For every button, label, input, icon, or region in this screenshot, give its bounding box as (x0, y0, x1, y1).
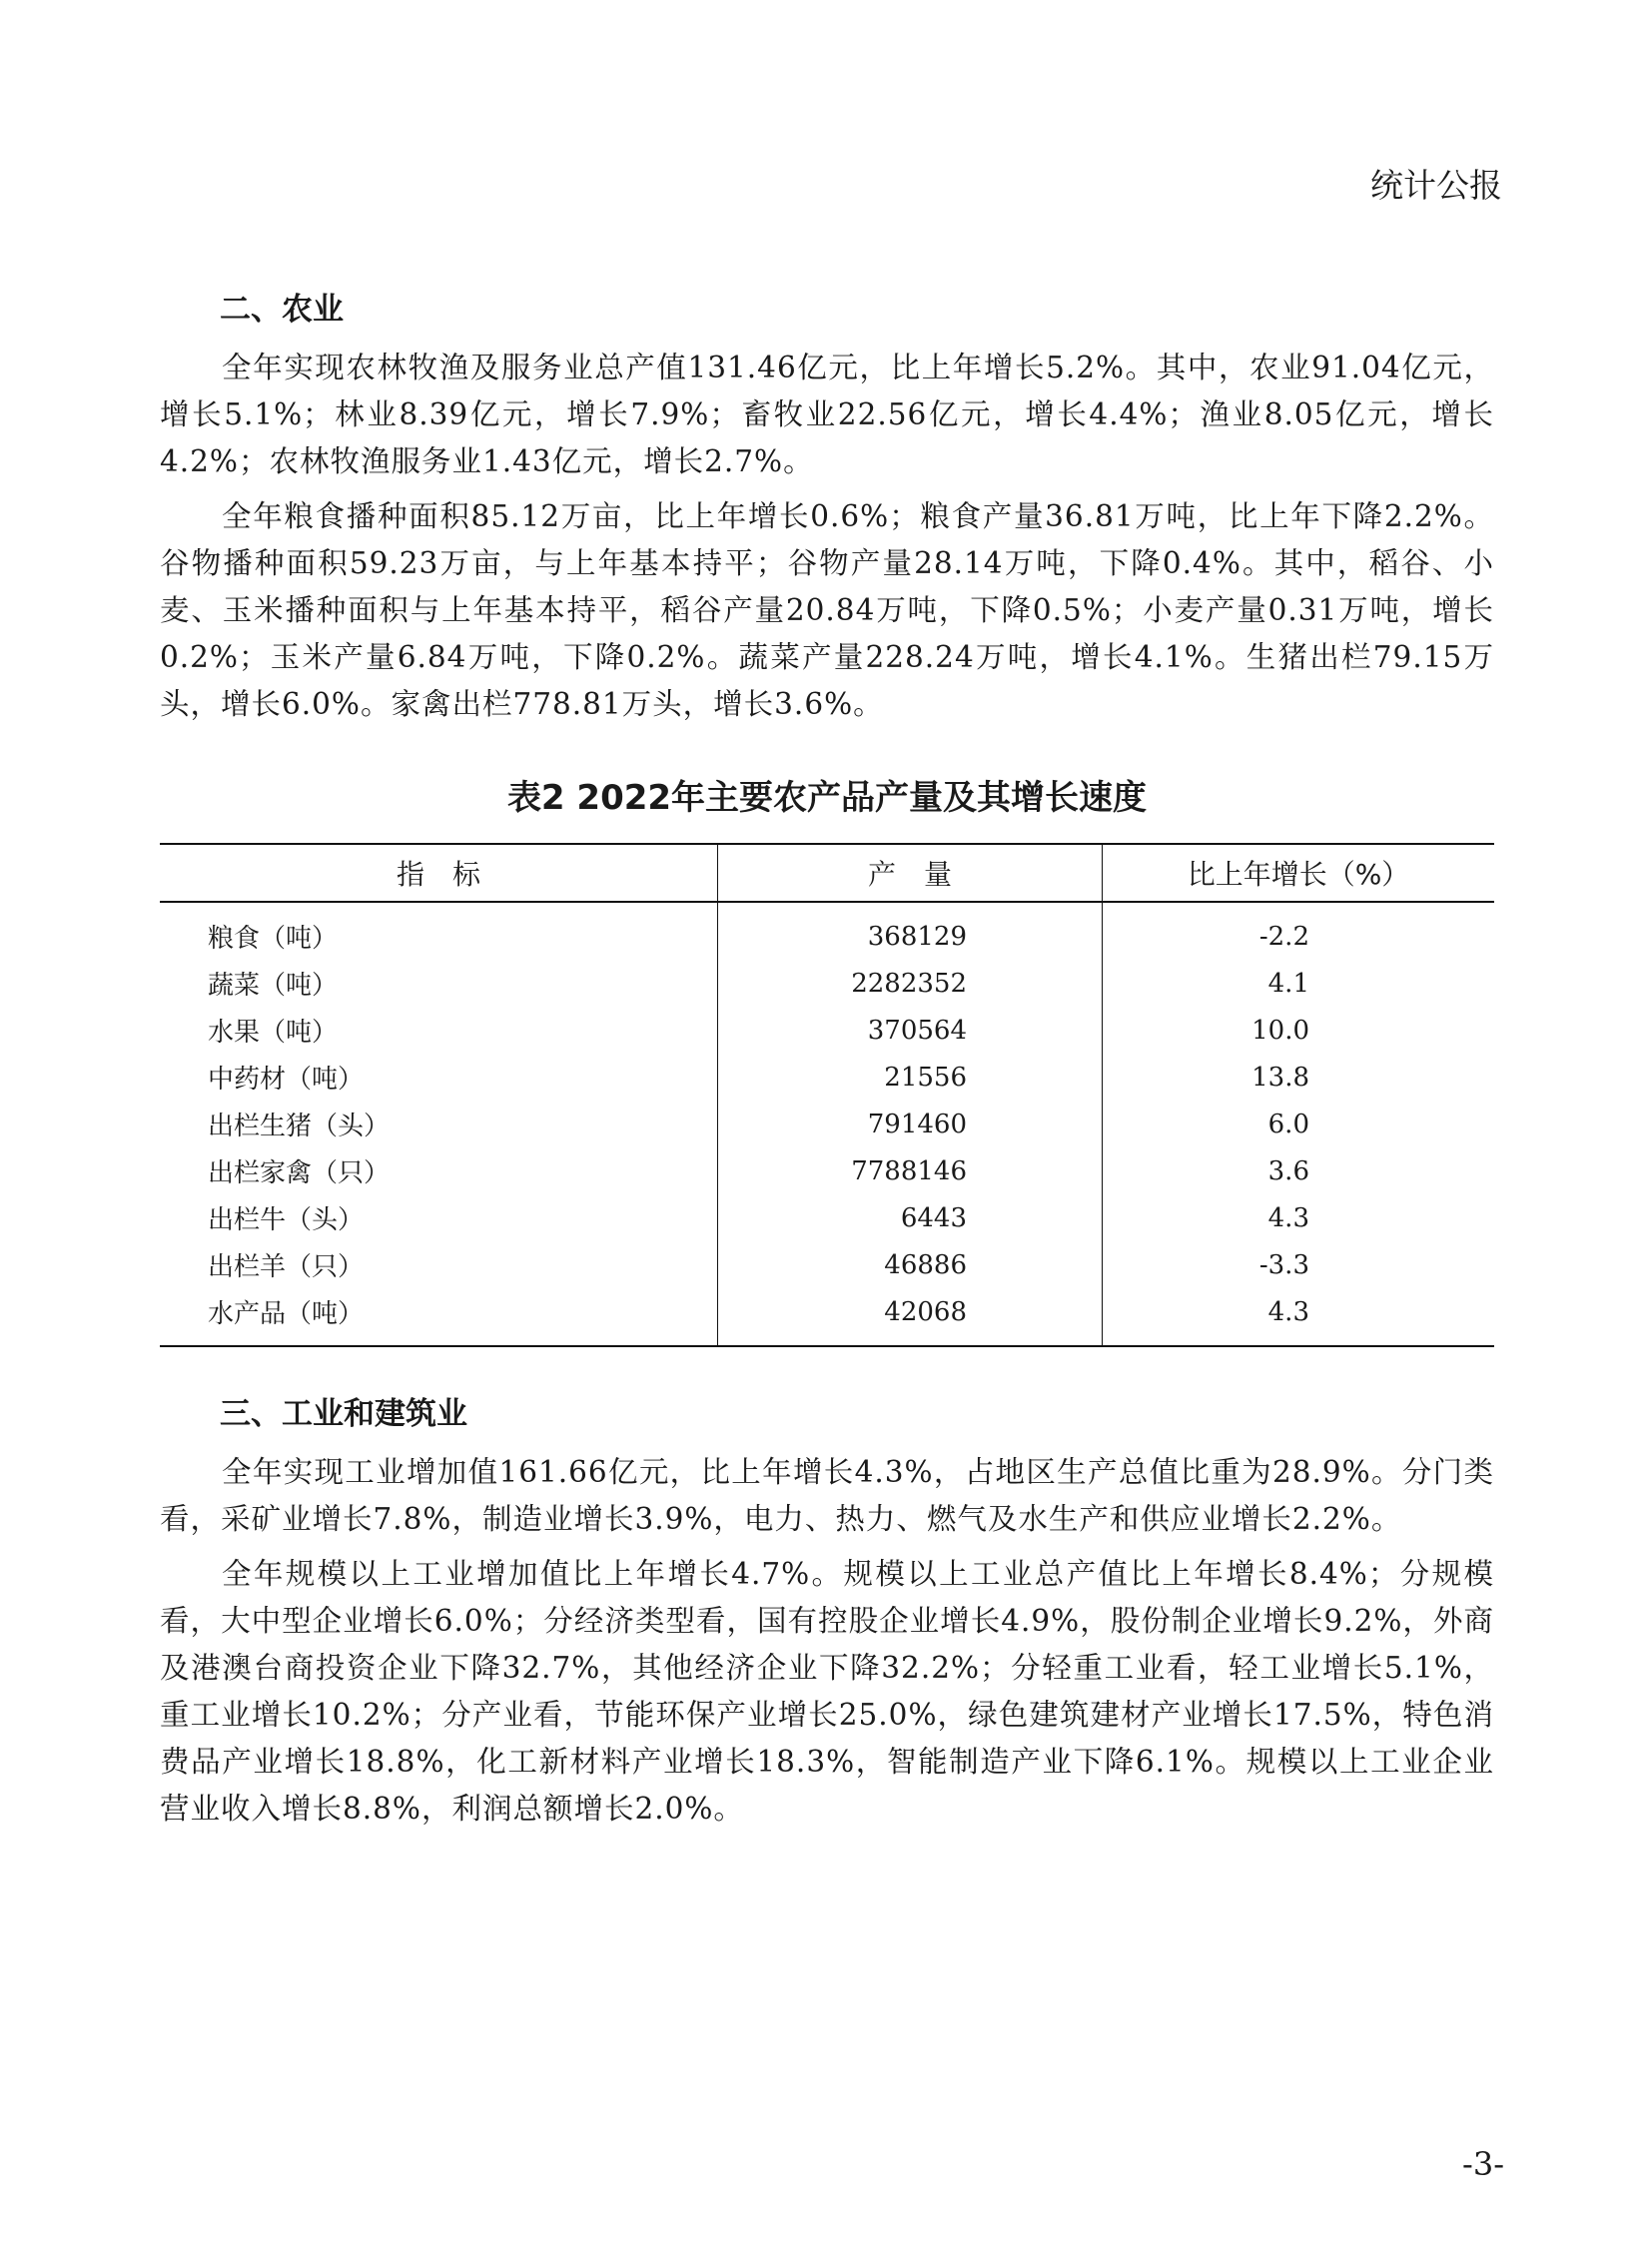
table-row (160, 1241, 1494, 1288)
paragraph: 全年实现农林牧渔及服务业总产值131.46亿元，比上年增长5.2%。其中，农业91.04亿元，增长5.1%；林业8.39亿元，增长7.9%；畜牧业22.56亿元，增长4.4%；渔业8.05亿元，增长4.2%；农林牧渔服务业1.43亿元，增长2.7%。 (160, 351, 1494, 478)
table-row (160, 960, 1494, 1007)
row-name: 蔬菜（吨） (208, 971, 339, 1001)
row-name: 出栏家禽（只） (208, 1158, 391, 1188)
row-growth: -3.3 (1103, 1241, 1495, 1288)
row-output: 42068 (718, 1288, 1103, 1346)
main-content (160, 285, 1494, 1841)
agri-products-table (160, 843, 1494, 1347)
row-growth: 4.1 (1103, 960, 1495, 1007)
row-name: 出栏羊（只） (208, 1252, 365, 1282)
row-growth: 13.8 (1103, 1054, 1495, 1101)
column-header-output: 产 量 (718, 844, 1103, 902)
row-output: 2282352 (718, 960, 1103, 1007)
row-name: 出栏牛（头） (208, 1205, 365, 1235)
page-number: -3- (1462, 2145, 1504, 2183)
row-growth: -2.2 (1103, 902, 1495, 960)
row-output: 21556 (718, 1054, 1103, 1101)
row-growth: 6.0 (1103, 1101, 1495, 1147)
row-name: 中药材（吨） (208, 1065, 365, 1095)
row-output: 370564 (718, 1007, 1103, 1054)
row-growth: 4.3 (1103, 1288, 1495, 1346)
table-row (160, 1101, 1494, 1147)
header-label: 统计公报 (1370, 166, 1502, 205)
row-name: 粮食（吨） (208, 924, 339, 954)
column-header-indicator: 指 标 (160, 844, 718, 902)
row-output: 6443 (718, 1194, 1103, 1241)
table-title: 表2 2022年主要农产品产量及其增长速度 (506, 778, 1148, 818)
row-name: 出栏生猪（头） (208, 1112, 391, 1141)
table-row (160, 902, 1494, 960)
table-row (160, 1288, 1494, 1346)
table-row (160, 1007, 1494, 1054)
row-output: 791460 (718, 1101, 1103, 1147)
section-title-industry: 三、工业和建筑业 (220, 1396, 467, 1432)
paragraph: 全年规模以上工业增加值比上年增长4.7%。规模以上工业总产值比上年增长8.4%；分规模看，大中型企业增长6.0%；分经济类型看，国有控股企业增长4.9%，股份制企业增长9.2%，外商及港澳台商投资企业下降32.7%，其他经济企业下降32.2%；分轻重工业看，轻工业增长5.1%，重工业增长10.2%；分产业看，节能环保产业增长25.0%，绿色建筑建材产业增长17.5%，特色消费品产业增长18.8%，化工新材料产业增长18.3%，智能制造产业下降6.1%。规模以上工业企业营业收入增长8.8%，利润总额增长2.0%。 (160, 1557, 1494, 1826)
row-growth: 10.0 (1103, 1007, 1495, 1054)
row-growth: 3.6 (1103, 1147, 1495, 1194)
row-name: 水果（吨） (208, 1018, 339, 1048)
column-header-growth: 比上年增长（%） (1103, 844, 1495, 902)
paragraph: 全年粮食播种面积85.12万亩，比上年增长0.6%；粮食产量36.81万吨，比上年下降2.2%。谷物播种面积59.23万亩，与上年基本持平；谷物产量28.14万吨，下降0.4%。其中，稻谷、小麦、玉米播种面积与上年基本持平，稻谷产量20.84万吨，下降0.5%；小麦产量0.31万吨，增长0.2%；玉米产量6.84万吨，下降0.2%。蔬菜产量228.24万吨，增长4.1%。生猪出栏79.15万头，增长6.0%。家禽出栏778.81万头，增长3.6%。 (160, 499, 1494, 721)
row-output: 7788146 (718, 1147, 1103, 1194)
table-row (160, 1147, 1494, 1194)
table-row (160, 1194, 1494, 1241)
row-name: 水产品（吨） (160, 1288, 718, 1346)
row-growth: 4.3 (1103, 1194, 1495, 1241)
row-output: 46886 (718, 1241, 1103, 1288)
table-row (160, 1054, 1494, 1101)
section-title-agriculture: 二、农业 (220, 292, 344, 328)
row-output: 368129 (718, 902, 1103, 960)
paragraph: 全年实现工业增加值161.66亿元，比上年增长4.3%，占地区生产总值比重为28.9%。分门类看，采矿业增长7.8%，制造业增长3.9%，电力、热力、燃气及水生产和供应业增长2.2%。 (160, 1455, 1494, 1536)
section-industry (160, 1389, 1494, 1833)
